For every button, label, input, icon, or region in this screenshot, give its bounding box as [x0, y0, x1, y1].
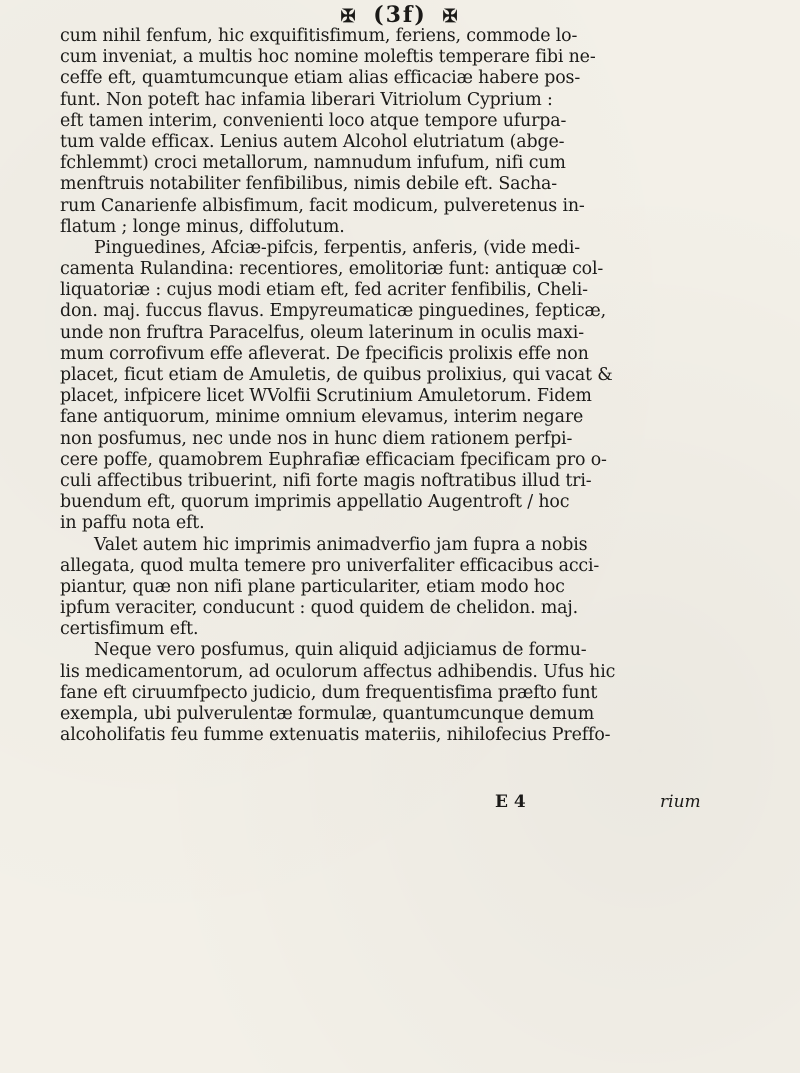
- page-number: (3f): [373, 2, 427, 28]
- text-line: don. maj. fuccus flavus. Empyreumaticæ pinguedines, fepticæ,: [60, 301, 606, 322]
- text-line: cum inveniat, a multis hoc nomine moleftis temperare fibi ne-: [60, 47, 596, 68]
- text-line: liquatoriæ : cujus modi etiam eft, fed acriter fenfibilis, Cheli-: [60, 280, 588, 301]
- text-line: culi affectibus tribuerint, nifi forte magis noftratibus illud tri-: [60, 470, 592, 491]
- text-line: menftruis notabiliter fenfibilibus, nimis debile eft. Sacha-: [60, 174, 557, 195]
- text-line: placet, infpicere licet WVolfii Scrutinium Amuletorum. Fidem: [60, 386, 592, 407]
- text-line: Pinguedines, Afciæ-pifcis, ferpentis, anferis, (vide medi-: [94, 237, 581, 258]
- text-line: tum valde efficax. Lenius autem Alcohol elutriatum (abge-: [60, 131, 565, 152]
- text-line: lis medicamentorum, ad oculorum affectus adhibendis. Ufus hic: [60, 661, 616, 682]
- text-line: piantur, quæ non nifi plane particulariter, etiam modo hoc: [60, 576, 565, 597]
- text-line: placet, ficut etiam de Amuletis, de quibus prolixius, qui vacat &: [60, 365, 613, 385]
- catchword: rium: [660, 792, 701, 812]
- text-line: non posfumus, nec unde nos in hunc diem rationem perfpi-: [60, 428, 573, 449]
- signature-mark: E 4: [495, 792, 526, 812]
- text-line: fane eft ciruumfpecto judicio, dum frequentisfima præfto funt: [60, 682, 598, 703]
- page-header: [0, 2, 800, 28]
- text-line: eft tamen interim, convenienti loco atque tempore ufurpa-: [60, 110, 567, 131]
- text-line: flatum ; longe minus, diffolutum.: [60, 216, 345, 237]
- text-line: Neque vero posfumus, quin aliquid adjiciamus de formu-: [94, 640, 587, 661]
- ornament-icon: ✠: [340, 6, 358, 27]
- ornament-icon: ✠: [442, 6, 460, 27]
- text-line: certisfimum eft.: [60, 619, 199, 640]
- text-line: ipfum veraciter, conducunt : quod quidem de chelidon. maj.: [60, 598, 579, 619]
- text-line: ceffe eft, quamtumcunque etiam alias efficaciæ habere pos-: [60, 68, 581, 89]
- text-line: unde non fruftra Paracelfus, oleum laterinum in oculis maxi-: [60, 322, 584, 343]
- text-line: fane antiquorum, minime omnium elevamus, interim negare: [60, 407, 584, 428]
- text-line: alcoholifatis feu fumme extenuatis materiis, nihilofecius Preffo-: [60, 725, 611, 746]
- text-line: buendum eft, quorum imprimis appellatio Augentroft / hoc: [60, 492, 570, 513]
- text-line: fchlemmt) croci metallorum, namnudum infufum, nifi cum: [60, 153, 566, 174]
- body-text: [60, 26, 766, 746]
- text-line: cere poffe, quamobrem Euphrafiæ efficaciam fpecificam pro o-: [60, 449, 607, 470]
- text-line: cum nihil fenfum, hic exquifitisfimum, feriens, commode lo-: [60, 26, 578, 46]
- text-line: Valet autem hic imprimis animadverfio jam fupra a nobis: [94, 534, 588, 555]
- text-line: mum corrofivum effe afleverat. De fpecificis prolixis effe non: [60, 343, 589, 364]
- text-line: exempla, ubi pulverulentæ formulæ, quantumcunque demum: [60, 704, 595, 724]
- page-footer: [0, 792, 800, 814]
- text-line: funt. Non poteft hac infamia liberari Vitriolum Cyprium :: [60, 89, 553, 110]
- text-line: allegata, quod multa temere pro univerfaliter efficacibus acci-: [60, 555, 600, 576]
- text-line: in paffu nota eft.: [60, 513, 205, 534]
- text-line: rum Canarienfe albisfimum, facit modicum, pulveretenus in-: [60, 195, 585, 216]
- text-line: camenta Rulandina: recentiores, emolitoriæ funt: antiquæ col-: [60, 259, 604, 280]
